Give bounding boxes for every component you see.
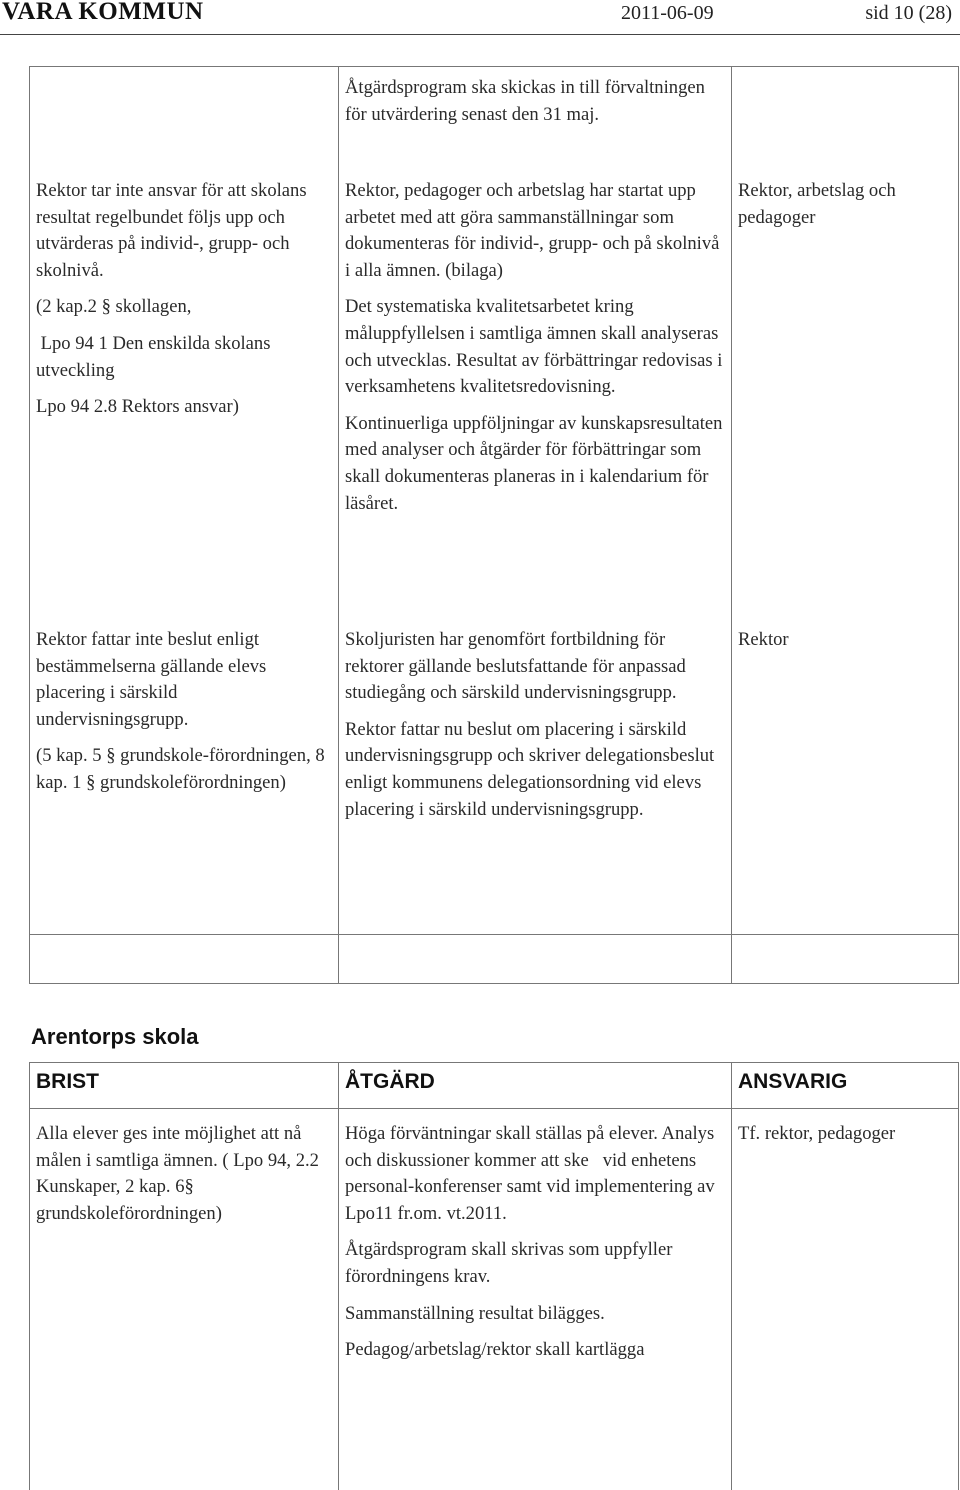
table2-row1-atgard (345, 1121, 725, 1364)
column-header-atgard: ÅTGÄRD (345, 1070, 435, 1093)
table1-row1-brist-p4: Lpo 94 2.8 Rektors ansvar) (36, 396, 239, 418)
header-divider (0, 34, 960, 35)
table1-row0-atgard (345, 75, 725, 128)
table1-row1-ansvarig (738, 178, 953, 231)
table1-row0-atgard-p1: Åtgärdsprogram ska skickas in till förvaltningen för utvärdering senast den 31 maj. (345, 77, 705, 125)
table1-row1-brist-p1: Rektor tar inte ansvar för att skolans resultat regelbundet följs upp och utvärderas på individ-, grupp- och skolnivå. (36, 180, 307, 281)
table2-row1-brist (36, 1121, 334, 1227)
table1-row2-atgard (345, 627, 725, 823)
table1-row-divider-bottom (29, 934, 959, 935)
organization-name: VARA KOMMUN (2, 0, 204, 25)
school-heading: Arentorps skola (31, 1024, 199, 1049)
table1-row1-atgard (345, 178, 725, 517)
table1-row1-brist (36, 178, 332, 421)
table1-row1-brist-p3: Lpo 94 1 Den enskilda skolans utveckling (36, 332, 276, 381)
table2-row1-ansvarig (738, 1121, 953, 1148)
table2-row1-brist-p1: Alla elever ges inte möjlighet att nå målen i samtliga ämnen. ( Lpo 94, 2.2 Kunskaper, 2 kap. 6§ grundskoleförordningen) (36, 1123, 319, 1224)
table1-row2-ansvarig (738, 627, 953, 654)
document-date: 2011-06-09 (621, 2, 714, 24)
table2-header-divider (29, 1108, 959, 1109)
table1-column-divider-1 (338, 66, 339, 984)
table2-row1-atgard-p3: Sammanställning resultat bilägges. (345, 1302, 605, 1324)
table2-row1-atgard-p4: Pedagog/arbetslag/rektor skall kartlägga (345, 1339, 645, 1361)
column-header-ansvarig: ANSVARIG (738, 1070, 848, 1093)
table2-column-divider-1 (338, 1062, 339, 1490)
table1-row2-atgard-p1: Skoljuristen har genomfört fortbildning för rektorer gällande beslutsfattande för anpassad studiegång och särskild undervisningsgrupp. (345, 629, 686, 704)
table1-row1-atgard-p2: Det systematiska kvalitetsarbetet kring måluppfyllelsen i samtliga ämnen skall analyseras och utvecklas. Resultat av förbättringar redovisas i verksamhetens kvalitetsredovisning. (345, 296, 723, 398)
table2-row1-ansvarig-p1: Tf. rektor, pedagoger (738, 1123, 896, 1144)
table1-row2-brist-p2: (5 kap. 5 § grundskole-förordningen, 8 kap. 1 § grundskoleförordningen) (36, 745, 325, 793)
table1-row2-brist-p1: Rektor fattar inte beslut enligt bestämmelserna gällande elevs placering i särskild undervisningsgrupp. (36, 629, 267, 730)
table2-row1-atgard-p2: Åtgärdsprogram skall skrivas som uppfyller förordningens krav. (345, 1239, 673, 1287)
page-header (0, 0, 960, 30)
table1-column-divider-2 (731, 66, 732, 984)
table1-row1-ansvarig-p1: Rektor, arbetslag och pedagoger (738, 180, 896, 228)
table1-row1-atgard-p1: Rektor, pedagoger och arbetslag har startat upp arbetet med att göra sammanställningar som dokumenteras för individ-, grupp- och på skolnivå i alla ämnen. (bilaga) (345, 180, 720, 281)
table2-column-divider-2 (731, 1062, 732, 1490)
page-number: sid 10 (28) (865, 2, 952, 24)
column-header-brist: BRIST (36, 1070, 99, 1093)
table2-row1-atgard-p1: Höga förväntningar skall ställas på elever. Analys och diskussioner kommer att ske vid enhetens personal-konferenser samt vid implementering av Lpo11 fr.om. vt.2011. (345, 1123, 720, 1224)
table1-row2-brist (36, 627, 332, 797)
table1-row2-ansvarig-p1: Rektor (738, 629, 789, 650)
table1-row1-atgard-p3: Kontinuerliga uppföljningar av kunskapsresultaten med analyser och åtgärder för förbättringar som skall dokumenteras planeras in i kalendarium för läsåret. (345, 412, 723, 514)
table1-row1-brist-p2: (2 kap.2 § skollagen, (36, 296, 192, 318)
table1-row2-atgard-p2: Rektor fattar nu beslut om placering i särskild undervisningsgrupp och skriver delegationsbeslut enligt kommunens delegationsordning vid elevs placering i särskild undervisningsgrupp. (345, 718, 715, 820)
